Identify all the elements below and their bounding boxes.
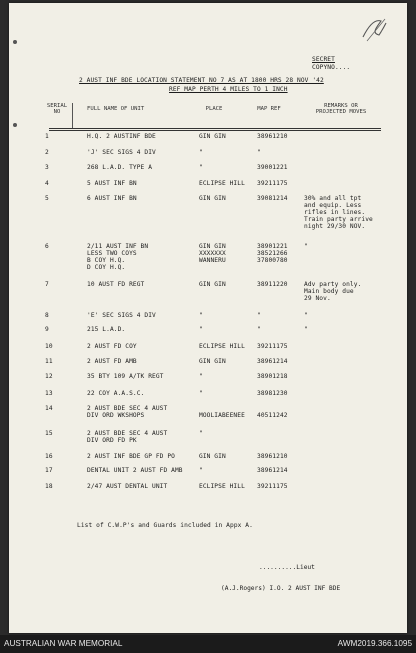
unit-name: H.Q. 2 AUSTINF BDE — [87, 133, 156, 140]
header-rule — [49, 130, 381, 131]
unit-name: 2 AUST BDE SEC 4 AUST DIV ORD WKSHOPS — [87, 405, 168, 419]
place-name: " — [199, 390, 203, 397]
map-reference: " — [257, 326, 261, 333]
place-name: " — [199, 149, 203, 156]
map-reference: 39211175 — [257, 483, 288, 490]
serial-number: 3 — [45, 164, 49, 171]
place-name: ECLIPSE HILL — [199, 483, 245, 490]
serial-number: 13 — [45, 390, 53, 397]
signature-block — [221, 550, 340, 606]
punch-hole — [13, 40, 17, 44]
place-name: GIN GIN — [199, 133, 226, 140]
unit-name: 268 L.A.D. TYPE A — [87, 164, 153, 171]
unit-name: 2/11 AUST INF BN LESS TWO COYS B COY H.Q. D COY H.Q. — [87, 243, 149, 271]
col-header-mapref: MAP REF — [257, 106, 281, 112]
remarks-text: " — [304, 312, 308, 319]
map-reference: 38981230 — [257, 390, 288, 397]
map-reference: 38961214 — [257, 358, 288, 365]
archive-reference: AWM2019.366.1095 — [337, 639, 412, 648]
place-name: MOOLIABEENEE — [199, 412, 245, 419]
punch-hole — [13, 123, 17, 127]
unit-name: 2 AUST INF BDE GP FD PO — [87, 453, 175, 460]
remarks-text: 30% and all tpt and equip. Less rifles in lines. Train party arrive night 29/30 NOV. — [304, 195, 373, 230]
header-rule — [49, 128, 381, 129]
archive-footer — [0, 635, 416, 653]
remarks-text: " — [304, 326, 308, 333]
header-divider — [72, 103, 73, 129]
archive-name: AUSTRALIAN WAR MEMORIAL — [4, 639, 123, 648]
classification-label: SECRET — [312, 56, 335, 63]
place-name: " — [199, 164, 203, 171]
place-name: GIN GIN — [199, 453, 226, 460]
unit-name: 215 L.A.D. — [87, 326, 126, 333]
signatory-name: (A.J.Rogers) I.O. 2 AUST INF BDE — [221, 585, 341, 592]
unit-name: 2 AUST FD AMB — [87, 358, 137, 365]
copy-number: COPYNO.... — [312, 64, 351, 71]
serial-number: 16 — [45, 453, 53, 460]
unit-name: 'J' SEC SIGS 4 DIV — [87, 149, 156, 156]
col-header-remarks: REMARKS OR PROJECTED MOVES — [315, 103, 367, 115]
unit-name: 5 AUST INF BN — [87, 180, 137, 187]
serial-number: 9 — [45, 326, 49, 333]
map-reference: 39211175 — [257, 180, 288, 187]
map-reference: 39001221 — [257, 164, 288, 171]
col-header-place: PLACE — [205, 106, 223, 112]
place-name: " — [199, 326, 203, 333]
place-name: GIN GIN — [199, 195, 226, 202]
unit-name: 2 AUST BDE SEC 4 AUST DIV ORD FD PK — [87, 430, 168, 444]
unit-name: 'E' SEC SIGS 4 DIV — [87, 312, 156, 319]
serial-number: 5 — [45, 195, 49, 202]
place-name: " — [199, 373, 203, 380]
serial-number: 11 — [45, 358, 53, 365]
place-name: " — [199, 467, 203, 474]
map-reference: " — [257, 312, 261, 319]
handwritten-initials — [359, 15, 389, 45]
serial-number: 17 — [45, 467, 53, 474]
map-reference: 40511242 — [257, 412, 288, 419]
map-reference: 38961210 — [257, 453, 288, 460]
map-reference: 39211175 — [257, 343, 288, 350]
unit-name: 22 COY A.A.S.C. — [87, 390, 145, 397]
map-reference: 39081214 — [257, 195, 288, 202]
serial-number: 18 — [45, 483, 53, 490]
document-page — [9, 3, 407, 633]
serial-number: 7 — [45, 281, 49, 288]
serial-number: 8 — [45, 312, 49, 319]
serial-number: 14 — [45, 405, 53, 412]
unit-name: DENTAL UNIT 2 AUST FD AMB — [87, 467, 183, 474]
serial-number: 2 — [45, 149, 49, 156]
serial-number: 4 — [45, 180, 49, 187]
serial-number: 10 — [45, 343, 53, 350]
place-name: " — [199, 430, 203, 437]
col-header-unit: FULL NAME OF UNIT — [87, 106, 145, 112]
col-header-serial: SERIAL NO — [46, 103, 68, 115]
remarks-text: " — [304, 243, 308, 250]
place-name: GIN GIN — [199, 281, 226, 288]
document-title: 2 AUST INF BDE LOCATION STATEMENT NO 7 AS AT 1800 HRS 28 NOV '42 — [79, 77, 324, 84]
place-name: GIN GIN XXXXXXX WANNERU — [199, 243, 226, 264]
map-reference: 38911220 — [257, 281, 288, 288]
place-name: ECLIPSE HILL — [199, 343, 245, 350]
remarks-text: Adv party only. Main body due 29 Nov. — [304, 281, 362, 302]
serial-number: 15 — [45, 430, 53, 437]
place-name: GIN GIN — [199, 358, 226, 365]
serial-number: 1 — [45, 133, 49, 140]
serial-number: 6 — [45, 243, 49, 250]
serial-number: 12 — [45, 373, 53, 380]
unit-name: 35 BTY 109 A/TK REGT — [87, 373, 164, 380]
place-name: " — [199, 312, 203, 319]
map-reference: " — [257, 149, 261, 156]
unit-name: 6 AUST INF BN — [87, 195, 137, 202]
unit-name: 2 AUST FD COY — [87, 343, 137, 350]
map-reference-line: REF MAP PERTH 4 MILES TO 1 INCH — [169, 86, 288, 93]
place-name: ECLIPSE HILL — [199, 180, 245, 187]
map-reference: 38961210 — [257, 133, 288, 140]
appendix-note: List of C.W.P's and Guards included in Appx A. — [77, 522, 253, 529]
unit-name: 10 AUST FD REGT — [87, 281, 145, 288]
map-reference: 38961214 — [257, 467, 288, 474]
map-reference: 38901218 — [257, 373, 288, 380]
unit-name: 2/47 AUST DENTAL UNIT — [87, 483, 168, 490]
map-reference: 38901221 38521266 37800780 — [257, 243, 288, 264]
signature-line: ..........Lieut — [259, 564, 315, 571]
